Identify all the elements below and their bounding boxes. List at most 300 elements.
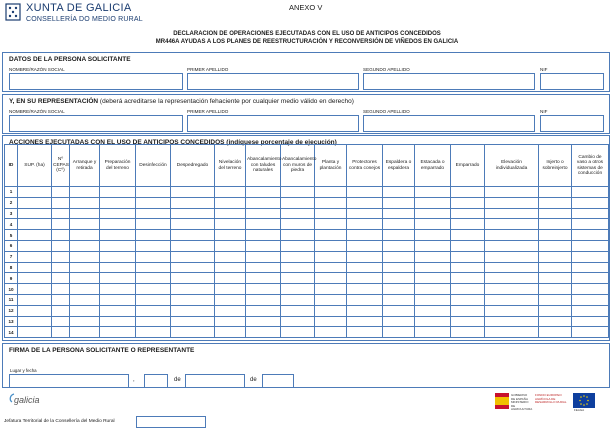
column-header: Injerto o sobreinjerto [539,145,572,187]
percentage-cell[interactable] [70,327,100,338]
document-header [0,0,614,30]
percentage-cell[interactable] [100,284,136,295]
percentage-cell[interactable] [281,294,315,305]
percentage-cell[interactable] [18,251,52,262]
percentage-cell[interactable] [315,262,347,273]
percentage-cell[interactable] [572,187,609,198]
percentage-cell[interactable] [136,305,171,316]
percentage-cell[interactable] [451,262,485,273]
percentage-cell[interactable] [100,305,136,316]
percentage-cell[interactable] [215,240,246,251]
percentage-cell[interactable] [539,305,572,316]
table-header-row [5,145,609,187]
signature-section [2,343,610,388]
percentage-cell[interactable] [136,262,171,273]
percentage-cell[interactable] [572,219,609,230]
percentage-cell[interactable] [70,284,100,295]
applicant-surname1-label: PRIMER APELLIDO [187,67,229,72]
percentage-cell[interactable] [415,208,451,219]
percentage-cell[interactable] [246,305,281,316]
percentage-cell[interactable] [539,187,572,198]
applicant-name-field[interactable] [9,73,183,90]
percentage-cell[interactable] [415,219,451,230]
percentage-cell[interactable] [246,187,281,198]
percentage-cell[interactable] [485,187,539,198]
percentage-cell[interactable] [383,284,415,295]
percentage-cell[interactable] [347,230,383,241]
percentage-cell[interactable] [70,273,100,284]
percentage-cell[interactable] [281,197,315,208]
rep-name-field[interactable] [9,115,183,132]
actions-section-title: ACCIONES EJECUTADAS CON EL USO DE ANTICIPOS CONCEDIDOS (indíquese porcentaje de ejecución) [9,139,337,146]
percentage-cell[interactable] [415,316,451,327]
percentage-cell[interactable] [451,219,485,230]
percentage-cell[interactable] [136,327,171,338]
percentage-cell[interactable] [539,240,572,251]
percentage-cell[interactable] [383,197,415,208]
percentage-cell[interactable] [136,240,171,251]
table-row [5,273,609,284]
percentage-cell[interactable] [171,273,215,284]
percentage-cell[interactable] [100,294,136,305]
percentage-cell[interactable] [451,327,485,338]
percentage-cell[interactable] [136,273,171,284]
percentage-cell[interactable] [70,316,100,327]
percentage-cell[interactable] [539,284,572,295]
percentage-cell[interactable] [415,284,451,295]
percentage-cell[interactable] [347,187,383,198]
government-label: GOBIERNO DE ESPAÑA MINISTERIO DE AGRICULTURA [511,393,533,411]
percentage-cell[interactable] [215,187,246,198]
applicant-nif-field[interactable] [540,73,604,90]
percentage-cell[interactable] [18,230,52,241]
percentage-cell[interactable] [315,305,347,316]
percentage-cell[interactable] [136,197,171,208]
percentage-cell[interactable] [52,251,70,262]
percentage-cell[interactable] [18,197,52,208]
percentage-cell[interactable] [18,273,52,284]
percentage-cell[interactable] [246,230,281,241]
percentage-cell[interactable] [415,230,451,241]
percentage-cell[interactable] [52,230,70,241]
percentage-cell[interactable] [70,187,100,198]
spain-flag-icon [495,393,509,409]
percentage-cell[interactable] [18,187,52,198]
place-field[interactable] [9,374,129,388]
percentage-cell[interactable] [246,197,281,208]
percentage-cell[interactable] [281,305,315,316]
percentage-cell[interactable] [485,262,539,273]
percentage-cell[interactable] [315,273,347,284]
percentage-cell[interactable] [572,327,609,338]
percentage-cell[interactable] [18,240,52,251]
row-id-cell: 2 [5,197,18,208]
percentage-cell[interactable] [539,197,572,208]
rep-nif-field[interactable] [540,115,604,132]
column-header: Nº CEPAS (Cº) [52,145,70,187]
percentage-cell[interactable] [70,262,100,273]
percentage-cell[interactable] [215,273,246,284]
column-header: Planta y plantación [315,145,347,187]
percentage-cell[interactable] [383,208,415,219]
percentage-cell[interactable] [52,187,70,198]
percentage-cell[interactable] [539,316,572,327]
percentage-cell[interactable] [451,187,485,198]
comma-separator: , [133,377,135,383]
percentage-cell[interactable] [100,273,136,284]
percentage-cell[interactable] [539,230,572,241]
percentage-cell[interactable] [100,187,136,198]
percentage-cell[interactable] [485,284,539,295]
table-row [5,327,609,338]
percentage-cell[interactable] [171,251,215,262]
percentage-cell[interactable] [383,327,415,338]
percentage-cell[interactable] [100,197,136,208]
column-header: Emparrado [451,145,485,187]
month-field[interactable] [185,374,245,388]
percentage-cell[interactable] [70,251,100,262]
percentage-cell[interactable] [215,327,246,338]
column-header: Abancalamiento con taludes naturales [246,145,281,187]
percentage-cell[interactable] [539,327,572,338]
percentage-cell[interactable] [539,208,572,219]
representative-section [2,94,610,134]
percentage-cell[interactable] [52,316,70,327]
percentage-cell[interactable] [136,187,171,198]
percentage-cell[interactable] [485,251,539,262]
percentage-cell[interactable] [415,262,451,273]
percentage-cell[interactable] [347,251,383,262]
percentage-cell[interactable] [246,240,281,251]
percentage-cell[interactable] [52,208,70,219]
percentage-cell[interactable] [70,219,100,230]
percentage-cell[interactable] [383,219,415,230]
row-id-cell: 6 [5,240,18,251]
percentage-cell[interactable] [215,251,246,262]
applicant-surname1-field[interactable] [187,73,359,90]
percentage-cell[interactable] [18,284,52,295]
percentage-cell[interactable] [451,316,485,327]
percentage-cell[interactable] [315,316,347,327]
percentage-cell[interactable] [451,197,485,208]
percentage-cell[interactable] [171,262,215,273]
rep-surname1-field[interactable] [187,115,359,132]
percentage-cell[interactable] [539,251,572,262]
percentage-cell[interactable] [572,230,609,241]
percentage-cell[interactable] [451,230,485,241]
table-row [5,294,609,305]
percentage-cell[interactable] [52,197,70,208]
percentage-cell[interactable] [415,251,451,262]
percentage-cell[interactable] [281,230,315,241]
percentage-cell[interactable] [281,327,315,338]
table-row [5,240,609,251]
percentage-cell[interactable] [18,262,52,273]
percentage-cell[interactable] [52,240,70,251]
percentage-cell[interactable] [246,262,281,273]
percentage-cell[interactable] [572,251,609,262]
percentage-cell[interactable] [246,208,281,219]
percentage-cell[interactable] [415,327,451,338]
percentage-cell[interactable] [70,208,100,219]
applicant-surname2-field[interactable] [363,73,535,90]
percentage-cell[interactable] [572,197,609,208]
percentage-cell[interactable] [100,251,136,262]
percentage-cell[interactable] [485,327,539,338]
percentage-cell[interactable] [347,294,383,305]
percentage-cell[interactable] [451,208,485,219]
percentage-cell[interactable] [315,284,347,295]
percentage-cell[interactable] [171,327,215,338]
percentage-cell[interactable] [347,284,383,295]
percentage-cell[interactable] [572,273,609,284]
percentage-cell[interactable] [136,316,171,327]
percentage-cell[interactable] [52,327,70,338]
percentage-cell[interactable] [136,284,171,295]
xunta-emblem-icon [5,3,21,21]
percentage-cell[interactable] [100,316,136,327]
percentage-cell[interactable] [347,240,383,251]
rep-surname2-field[interactable] [363,115,535,132]
row-id-cell: 3 [5,208,18,219]
percentage-cell[interactable] [281,240,315,251]
percentage-cell[interactable] [451,305,485,316]
day-field[interactable] [144,374,168,388]
percentage-cell[interactable] [315,208,347,219]
percentage-cell[interactable] [18,219,52,230]
column-header: Estacada o emparrado [415,145,451,187]
de-label-1: de [174,377,181,383]
percentage-cell[interactable] [415,240,451,251]
percentage-cell[interactable] [383,273,415,284]
percentage-cell[interactable] [215,219,246,230]
row-id-cell: 8 [5,262,18,273]
percentage-cell[interactable] [136,230,171,241]
percentage-cell[interactable] [315,230,347,241]
percentage-cell[interactable] [52,219,70,230]
percentage-cell[interactable] [171,187,215,198]
percentage-cell[interactable] [572,284,609,295]
percentage-cell[interactable] [281,219,315,230]
percentage-cell[interactable] [215,294,246,305]
percentage-cell[interactable] [70,294,100,305]
percentage-cell[interactable] [383,305,415,316]
percentage-cell[interactable] [315,294,347,305]
column-header: Espaldera o espaldera [383,145,415,187]
percentage-cell[interactable] [572,294,609,305]
percentage-cell[interactable] [215,284,246,295]
percentage-cell[interactable] [415,187,451,198]
row-id-cell: 5 [5,230,18,241]
percentage-cell[interactable] [281,251,315,262]
table-row [5,262,609,273]
percentage-cell[interactable] [281,284,315,295]
percentage-cell[interactable] [215,230,246,241]
funding-logos [495,392,609,412]
percentage-cell[interactable] [572,305,609,316]
percentage-cell[interactable] [347,208,383,219]
percentage-cell[interactable] [70,305,100,316]
percentage-cell[interactable] [215,197,246,208]
percentage-cell[interactable] [171,294,215,305]
percentage-cell[interactable] [18,316,52,327]
percentage-cell[interactable] [52,284,70,295]
percentage-cell[interactable] [100,219,136,230]
rep-surname2-label: SEGUNDO APELLIDO [363,109,410,114]
percentage-cell[interactable] [383,262,415,273]
percentage-cell[interactable] [215,316,246,327]
percentage-cell[interactable] [383,251,415,262]
row-id-cell: 13 [5,316,18,327]
applicant-section-title: DATOS DE LA PERSONA SOLICITANTE [9,56,131,63]
percentage-cell[interactable] [246,219,281,230]
percentage-cell[interactable] [485,294,539,305]
percentage-cell[interactable] [18,294,52,305]
percentage-cell[interactable] [171,240,215,251]
percentage-cell[interactable] [52,294,70,305]
percentage-cell[interactable] [572,262,609,273]
percentage-cell[interactable] [539,219,572,230]
percentage-cell[interactable] [246,294,281,305]
percentage-cell[interactable] [136,294,171,305]
percentage-cell[interactable] [70,230,100,241]
percentage-cell[interactable] [383,240,415,251]
percentage-cell[interactable] [315,187,347,198]
column-header: Elevación individualizada [485,145,539,187]
percentage-cell[interactable] [171,197,215,208]
row-id-cell: 1 [5,187,18,198]
percentage-cell[interactable] [539,294,572,305]
percentage-cell[interactable] [485,208,539,219]
percentage-cell[interactable] [347,273,383,284]
percentage-cell[interactable] [215,208,246,219]
percentage-cell[interactable] [18,327,52,338]
percentage-cell[interactable] [281,187,315,198]
percentage-cell[interactable] [171,316,215,327]
percentage-cell[interactable] [347,197,383,208]
percentage-cell[interactable] [100,240,136,251]
percentage-cell[interactable] [18,208,52,219]
column-header: Despedregado [171,145,215,187]
percentage-cell[interactable] [485,197,539,208]
percentage-cell[interactable] [485,230,539,241]
percentage-cell[interactable] [136,208,171,219]
percentage-cell[interactable] [246,284,281,295]
percentage-cell[interactable] [171,208,215,219]
percentage-cell[interactable] [451,284,485,295]
percentage-cell[interactable] [100,262,136,273]
column-header: Abancalamiento con muros de piedra [281,145,315,187]
percentage-cell[interactable] [347,219,383,230]
percentage-cell[interactable] [215,262,246,273]
percentage-cell[interactable] [70,240,100,251]
percentage-cell[interactable] [451,240,485,251]
percentage-cell[interactable] [281,208,315,219]
percentage-cell[interactable] [18,305,52,316]
percentage-cell[interactable] [246,273,281,284]
percentage-cell[interactable] [572,316,609,327]
percentage-cell[interactable] [415,305,451,316]
percentage-cell[interactable] [100,230,136,241]
percentage-cell[interactable] [383,316,415,327]
fund-label: FONDO EUROPEO AGRÍCOLA DE DESARROLLO RURAL [535,393,567,404]
percentage-cell[interactable] [281,316,315,327]
percentage-cell[interactable] [539,262,572,273]
percentage-cell[interactable] [451,251,485,262]
row-id-cell: 14 [5,327,18,338]
percentage-cell[interactable] [246,316,281,327]
percentage-cell[interactable] [171,219,215,230]
percentage-cell[interactable] [136,219,171,230]
office-field[interactable] [136,416,206,428]
percentage-cell[interactable] [415,294,451,305]
percentage-cell[interactable] [485,316,539,327]
department-name: CONSELLERÍA DO MEDIO RURAL [26,16,143,23]
percentage-cell[interactable] [246,327,281,338]
percentage-cell[interactable] [52,305,70,316]
percentage-cell[interactable] [281,262,315,273]
percentage-cell[interactable] [347,316,383,327]
percentage-cell[interactable] [347,305,383,316]
percentage-cell[interactable] [485,219,539,230]
percentage-cell[interactable] [171,284,215,295]
percentage-cell[interactable] [451,273,485,284]
actions-table [4,144,609,338]
percentage-cell[interactable] [347,327,383,338]
percentage-cell[interactable] [485,305,539,316]
percentage-cell[interactable] [136,251,171,262]
percentage-cell[interactable] [572,240,609,251]
percentage-cell[interactable] [315,197,347,208]
percentage-cell[interactable] [572,208,609,219]
percentage-cell[interactable] [383,187,415,198]
percentage-cell[interactable] [100,208,136,219]
percentage-cell[interactable] [347,262,383,273]
percentage-cell[interactable] [52,273,70,284]
percentage-cell[interactable] [281,273,315,284]
percentage-cell[interactable] [246,251,281,262]
percentage-cell[interactable] [215,305,246,316]
percentage-cell[interactable] [100,327,136,338]
percentage-cell[interactable] [415,197,451,208]
percentage-cell[interactable] [70,197,100,208]
applicant-section [2,52,610,92]
percentage-cell[interactable] [315,251,347,262]
table-row [5,230,609,241]
year-field[interactable] [262,374,294,388]
percentage-cell[interactable] [315,240,347,251]
percentage-cell[interactable] [315,327,347,338]
percentage-cell[interactable] [415,273,451,284]
percentage-cell[interactable] [383,294,415,305]
percentage-cell[interactable] [485,273,539,284]
rep-surname1-label: PRIMER APELLIDO [187,109,229,114]
percentage-cell[interactable] [315,219,347,230]
percentage-cell[interactable] [52,262,70,273]
percentage-cell[interactable] [539,273,572,284]
percentage-cell[interactable] [451,294,485,305]
column-header: Protectores contra conejos [347,145,383,187]
percentage-cell[interactable] [171,305,215,316]
row-id-cell: 9 [5,273,18,284]
title-line-2: MR446A AYUDAS A LOS PLANES DE REESTRUCTURACIÓN Y RECONVERSIÓN DE VIÑEDOS EN GALICIA [155,39,459,45]
percentage-cell[interactable] [383,230,415,241]
percentage-cell[interactable] [485,240,539,251]
eu-label: FEAGA [574,408,585,412]
row-id-cell: 4 [5,219,18,230]
percentage-cell[interactable] [171,230,215,241]
table-row [5,305,609,316]
